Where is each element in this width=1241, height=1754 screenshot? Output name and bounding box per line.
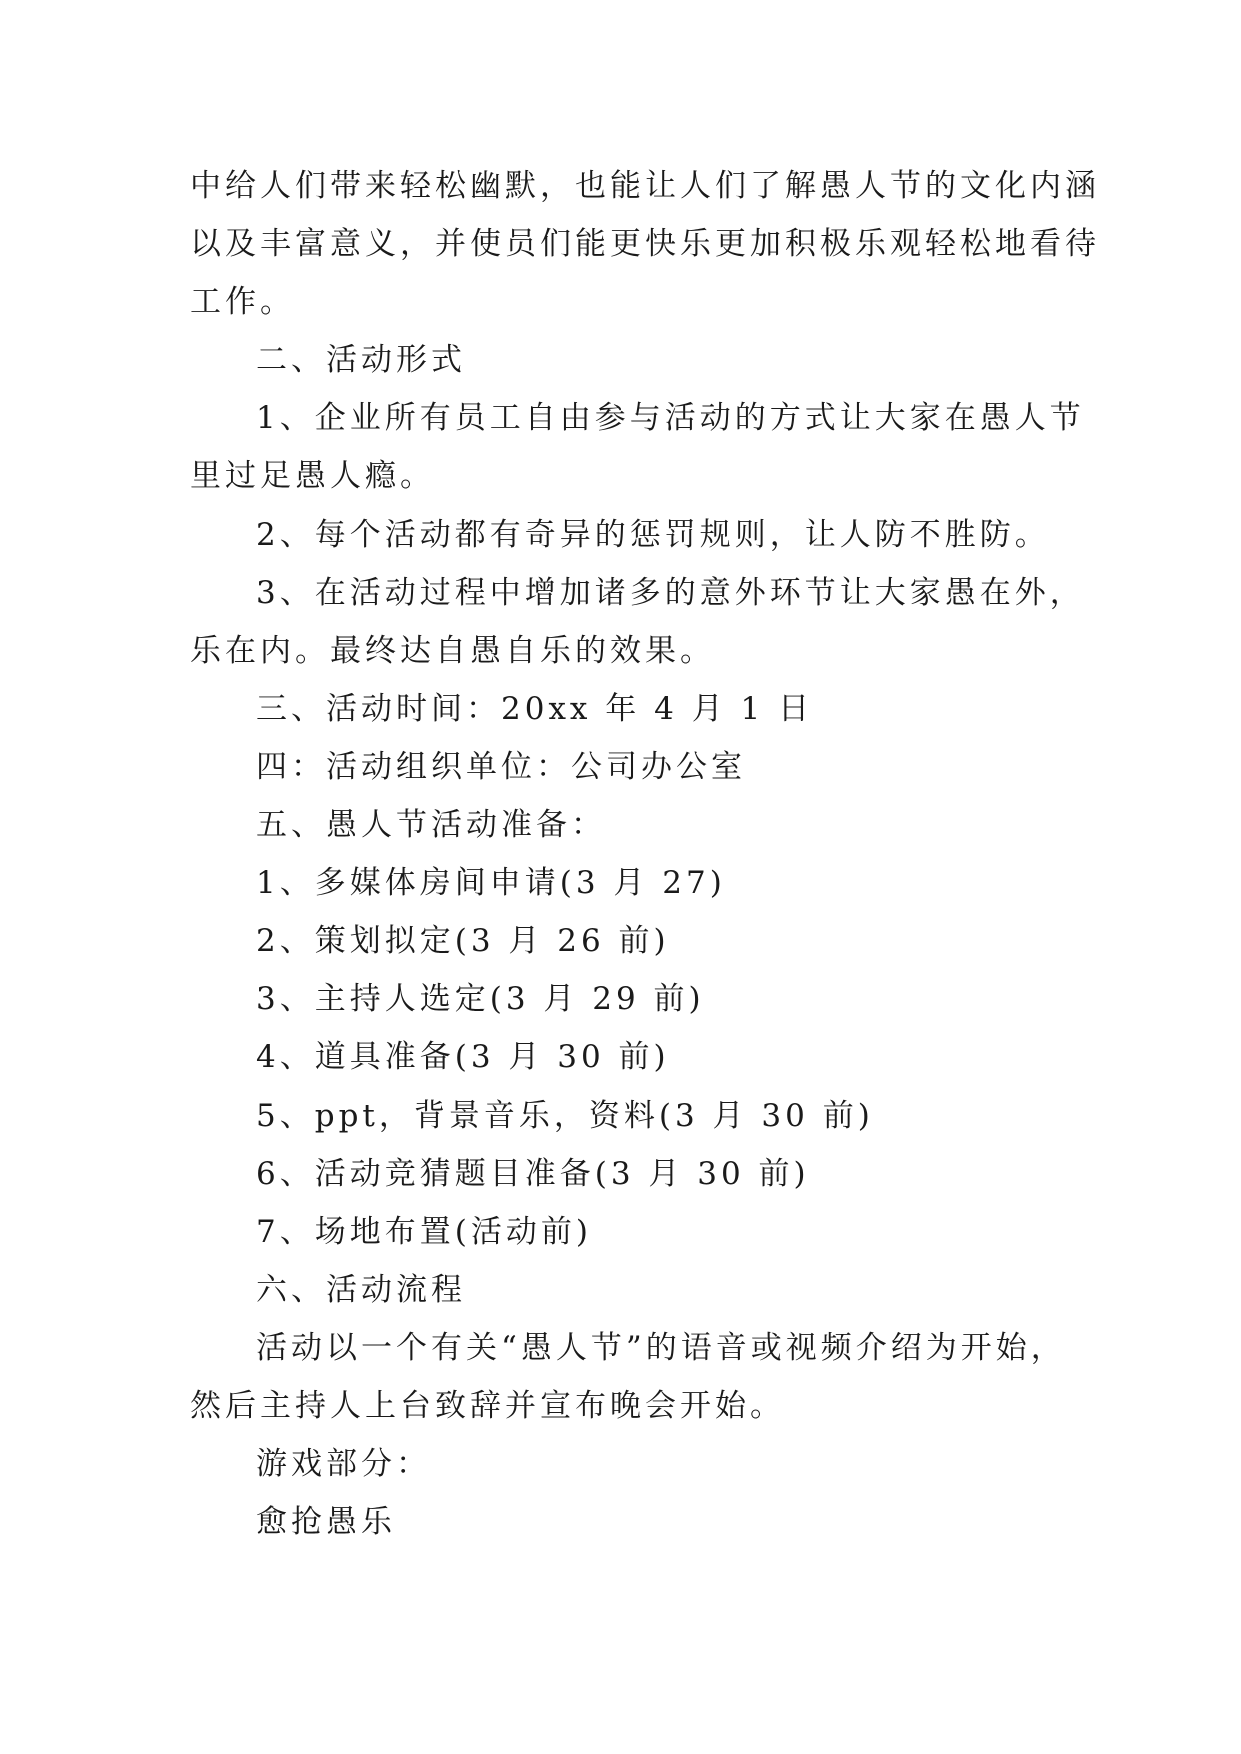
list-item: 2、每个活动都有奇异的惩罚规则，让人防不胜防。 [256, 516, 1050, 553]
text-line: 以及丰富意义，并使员们能更快乐更加积极乐观轻松地看待 [190, 226, 1100, 263]
list-item: 4、道具准备(3 月 30 前) [256, 1039, 670, 1076]
paragraph-line: 活动以一个有关“愚人节”的语音或视频介绍为开始， [256, 1329, 1066, 1366]
list-item: 1、多媒体房间申请(3 月 27) [256, 865, 726, 902]
section-heading: 六、活动流程 [256, 1271, 466, 1308]
list-item: 3、在活动过程中增加诸多的意外环节让大家愚在外， [256, 574, 1085, 611]
subheading: 游戏部分： [256, 1446, 431, 1483]
text-line: 里过足愚人瘾。 [190, 458, 435, 495]
subheading: 愈抢愚乐 [256, 1504, 396, 1541]
text-line: 乐在内。最终达自愚自乐的效果。 [190, 632, 715, 669]
section-heading: 三、活动时间：20xx 年 4 月 1 日 [256, 690, 814, 727]
list-item: 5、ppt，背景音乐，资料(3 月 30 前) [256, 1097, 874, 1134]
text-line: 工作。 [190, 284, 295, 321]
text-line: 然后主持人上台致辞并宣布晚会开始。 [190, 1387, 785, 1424]
section-heading: 二、活动形式 [256, 342, 466, 379]
section-heading: 四：活动组织单位：公司办公室 [256, 748, 746, 785]
list-item: 1、企业所有员工自由参与活动的方式让大家在愚人节 [256, 400, 1085, 437]
list-item: 7、场地布置(活动前) [256, 1213, 592, 1250]
list-item: 6、活动竞猜题目准备(3 月 30 前) [256, 1155, 810, 1192]
list-item: 3、主持人选定(3 月 29 前) [256, 981, 705, 1018]
document-body [190, 157, 1100, 1551]
section-heading: 五、愚人节活动准备： [256, 807, 606, 844]
text-line: 中给人们带来轻松幽默，也能让人们了解愚人节的文化内涵 [190, 168, 1100, 204]
list-item: 2、策划拟定(3 月 26 前) [256, 923, 670, 960]
